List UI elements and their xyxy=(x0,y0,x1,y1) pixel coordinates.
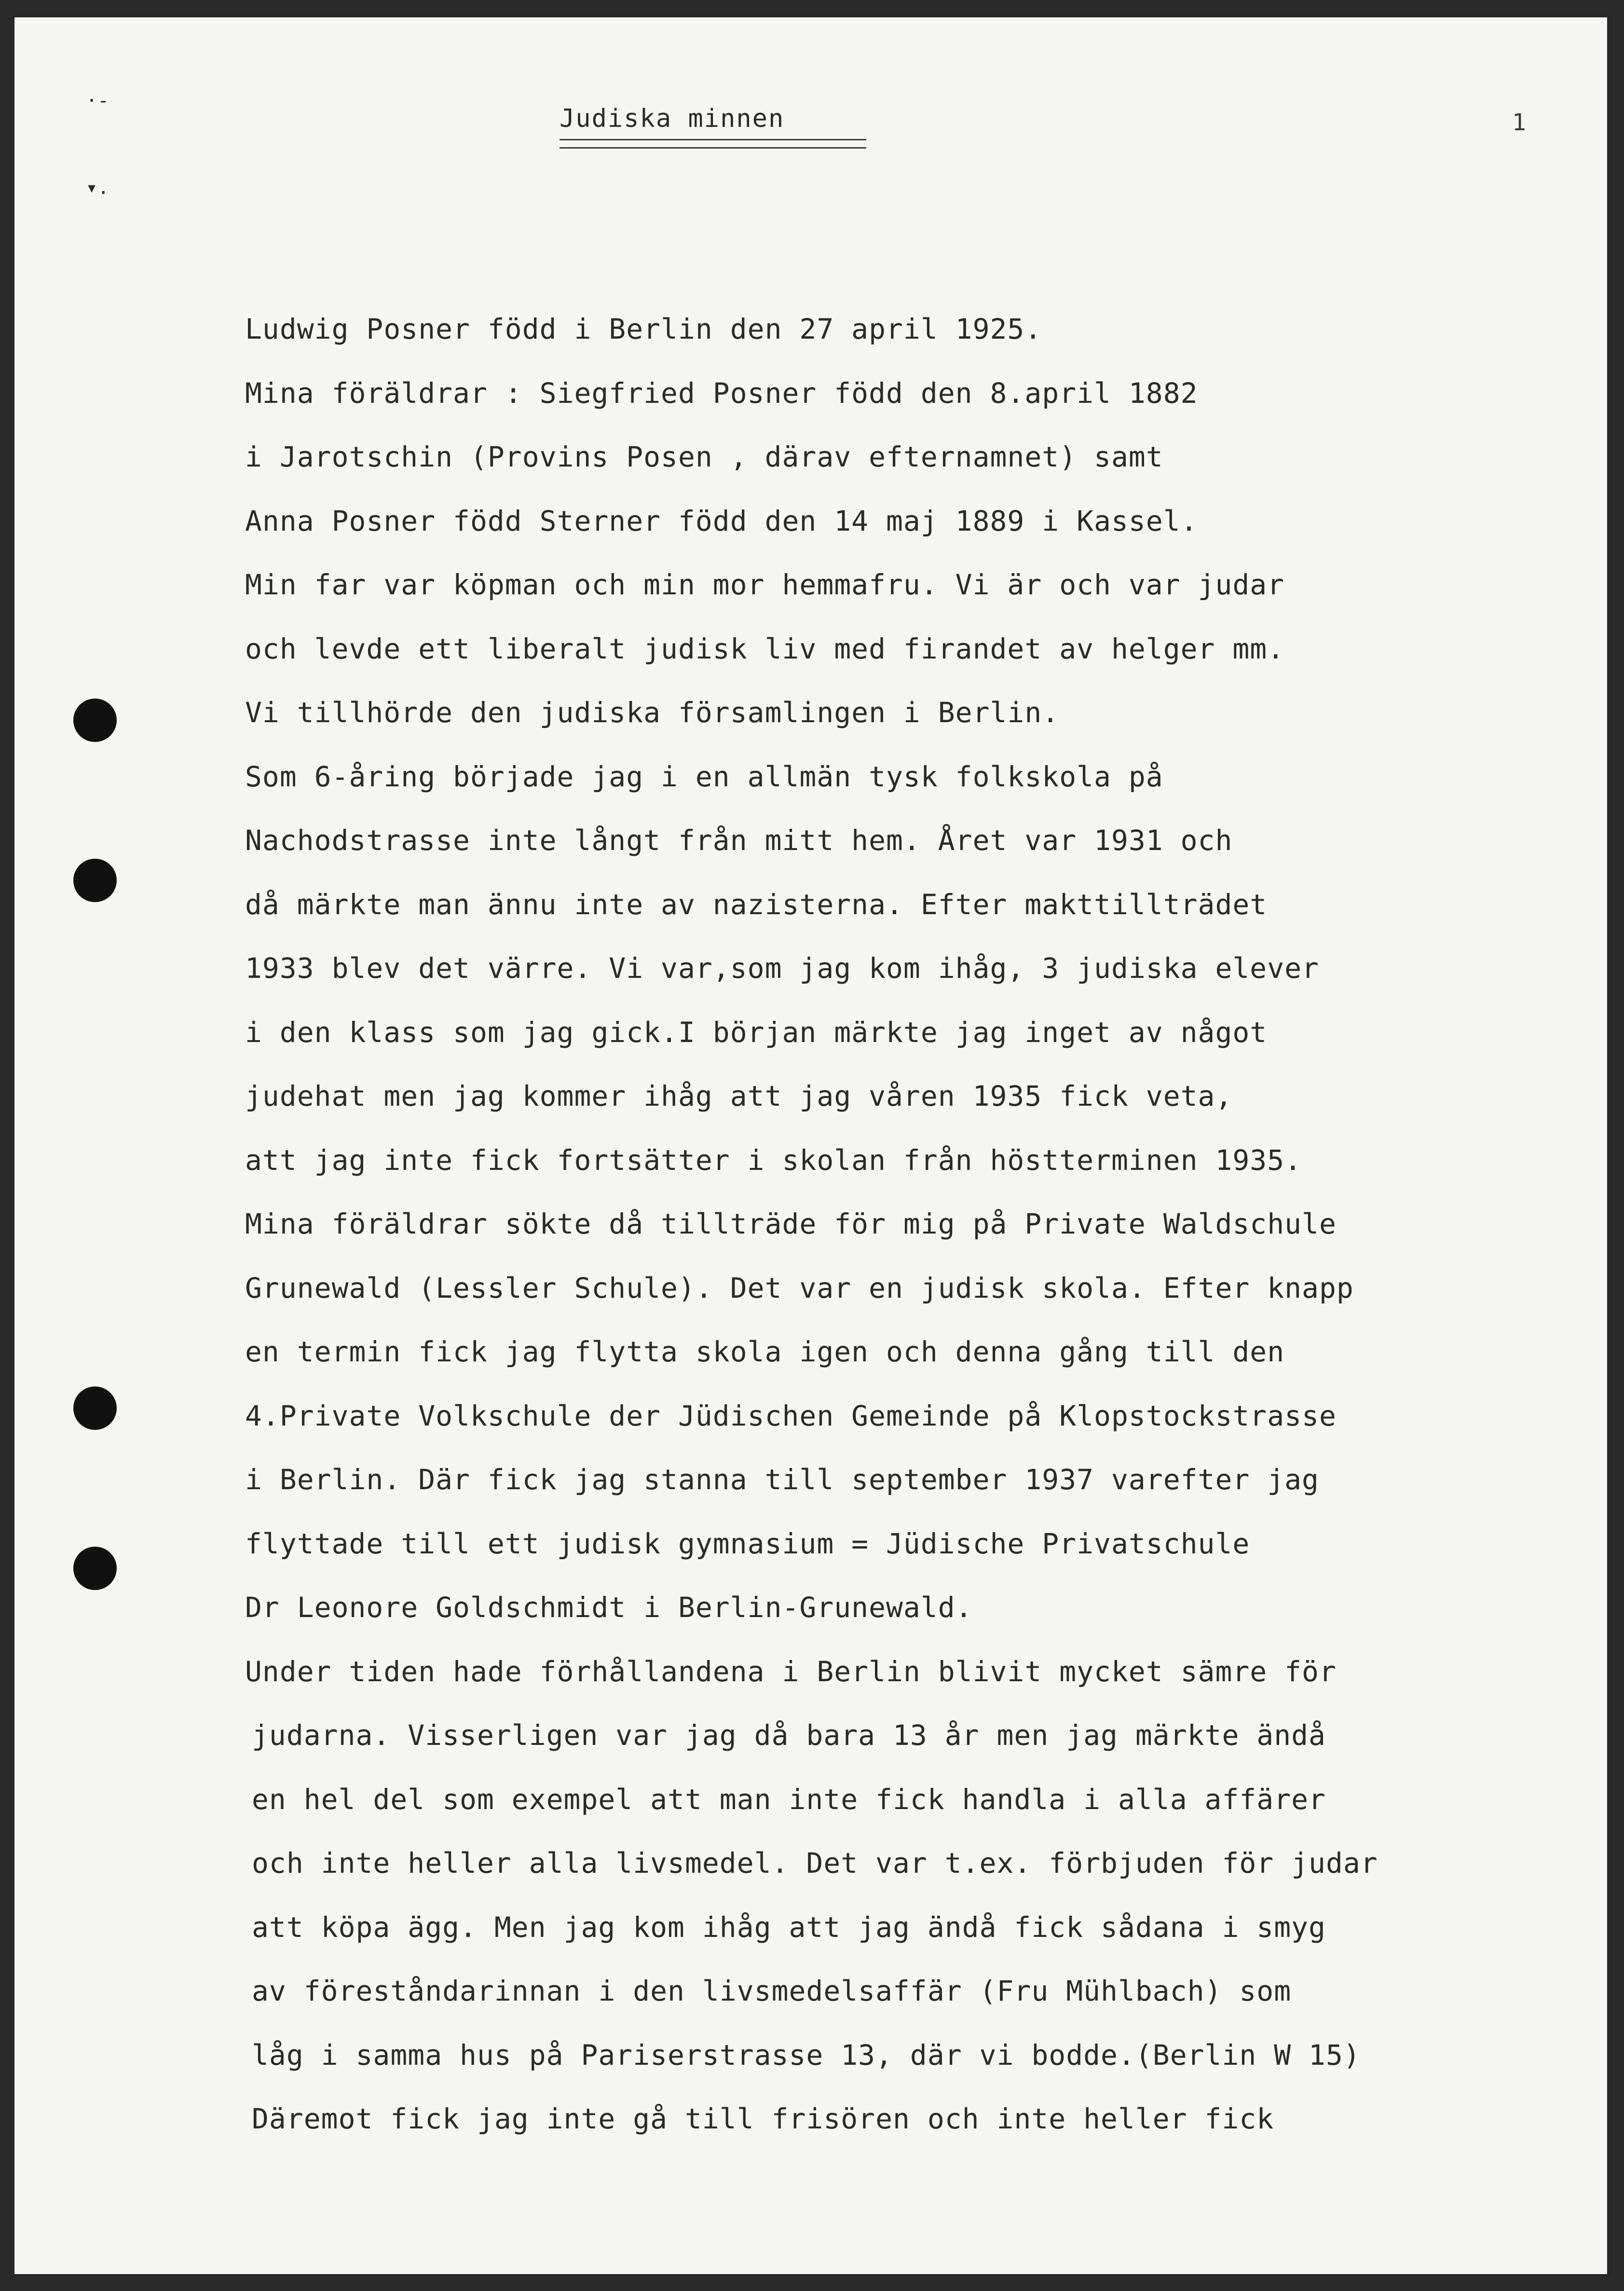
page-number: 1 xyxy=(1512,109,1526,136)
text-line: Under tiden hade förhållandena i Berlin blivit mycket sämre för xyxy=(245,1655,1337,1688)
text-line: Nachodstrasse inte långt från mitt hem. Året var 1931 och xyxy=(245,824,1233,857)
typewritten-body xyxy=(245,297,1567,2151)
document-page xyxy=(14,17,1607,2274)
text-line: flyttade till ett judisk gymnasium = Jüdische Privatschule xyxy=(245,1527,1250,1560)
text-line: i Jarotschin (Provins Posen , därav efternamnet) samt xyxy=(245,440,1163,473)
text-line: 4.Private Volkschule der Jüdischen Gemeinde på Klopstockstrasse xyxy=(245,1399,1337,1432)
text-line: Som 6-åring började jag i en allmän tysk folkskola på xyxy=(245,760,1163,793)
page-title: Judiska minnen xyxy=(560,104,785,133)
text-line: Ludwig Posner född i Berlin den 27 april 1925. xyxy=(245,313,1042,345)
text-line: Dr Leonore Goldschmidt i Berlin-Grunewald. xyxy=(245,1591,973,1624)
text-line: låg i samma hus på Pariserstrasse 13, där vi bodde.(Berlin W 15) xyxy=(252,2038,1361,2072)
text-line: av föreståndarinnan i den livsmedelsaffär (Fru Mühlbach) som xyxy=(252,1975,1292,2007)
title-double-underline xyxy=(560,139,866,149)
text-line: en termin fick jag flytta skola igen och denna gång till den xyxy=(245,1335,1285,1368)
text-line: Grunewald (Lessler Schule). Det var en judisk skola. Efter knapp xyxy=(245,1271,1354,1304)
text-line: att jag inte fick fortsätter i skolan från höstterminen 1935. xyxy=(245,1143,1302,1177)
text-line: Däremot fick jag inte gå till frisören och inte heller fick xyxy=(252,2102,1274,2135)
text-line: i Berlin. Där fick jag stanna till september 1937 varefter jag xyxy=(245,1463,1319,1496)
text-line: och levde ett liberalt judisk liv med firandet av helger mm. xyxy=(245,632,1285,665)
text-line: judarna. Visserligen var jag då bara 13 år men jag märkte ändå xyxy=(252,1719,1326,1752)
punch-hole xyxy=(73,1386,117,1430)
text-line: Vi tillhörde den judiska församlingen i Berlin. xyxy=(245,696,1060,729)
punch-hole xyxy=(73,1547,117,1590)
punch-hole xyxy=(73,859,117,902)
text-line: Min far var köpman och min mor hemmafru. Vi är och var judar xyxy=(245,568,1285,601)
margin-mark: ▾. xyxy=(86,177,109,199)
text-line: Anna Posner född Sterner född den 14 maj 1889 i Kassel. xyxy=(245,504,1198,537)
text-line: i den klass som jag gick.I början märkte jag inget av något xyxy=(245,1015,1268,1049)
margin-mark: ·- xyxy=(86,90,109,112)
text-line: att köpa ägg. Men jag kom ihåg att jag ändå fick sådana i smyg xyxy=(252,1910,1326,1944)
text-line: Mina föräldrar : Siegfried Posner född den 8.april 1882 xyxy=(245,376,1198,410)
text-line: 1933 blev det värre. Vi var,som jag kom ihåg, 3 judiska elever xyxy=(245,952,1319,985)
text-line: judehat men jag kommer ihåg att jag våren 1935 fick veta, xyxy=(245,1080,1233,1112)
punch-hole xyxy=(73,699,117,742)
text-line: då märkte man ännu inte av nazisterna. Efter makttillträdet xyxy=(245,888,1268,921)
text-line: och inte heller alla livsmedel. Det var t.ex. förbjuden för judar xyxy=(252,1847,1378,1879)
text-line: en hel del som exempel att man inte fick handla i alla affärer xyxy=(252,1783,1326,1816)
text-line: Mina föräldrar sökte då tillträde för mig på Private Waldschule xyxy=(245,1207,1337,1240)
